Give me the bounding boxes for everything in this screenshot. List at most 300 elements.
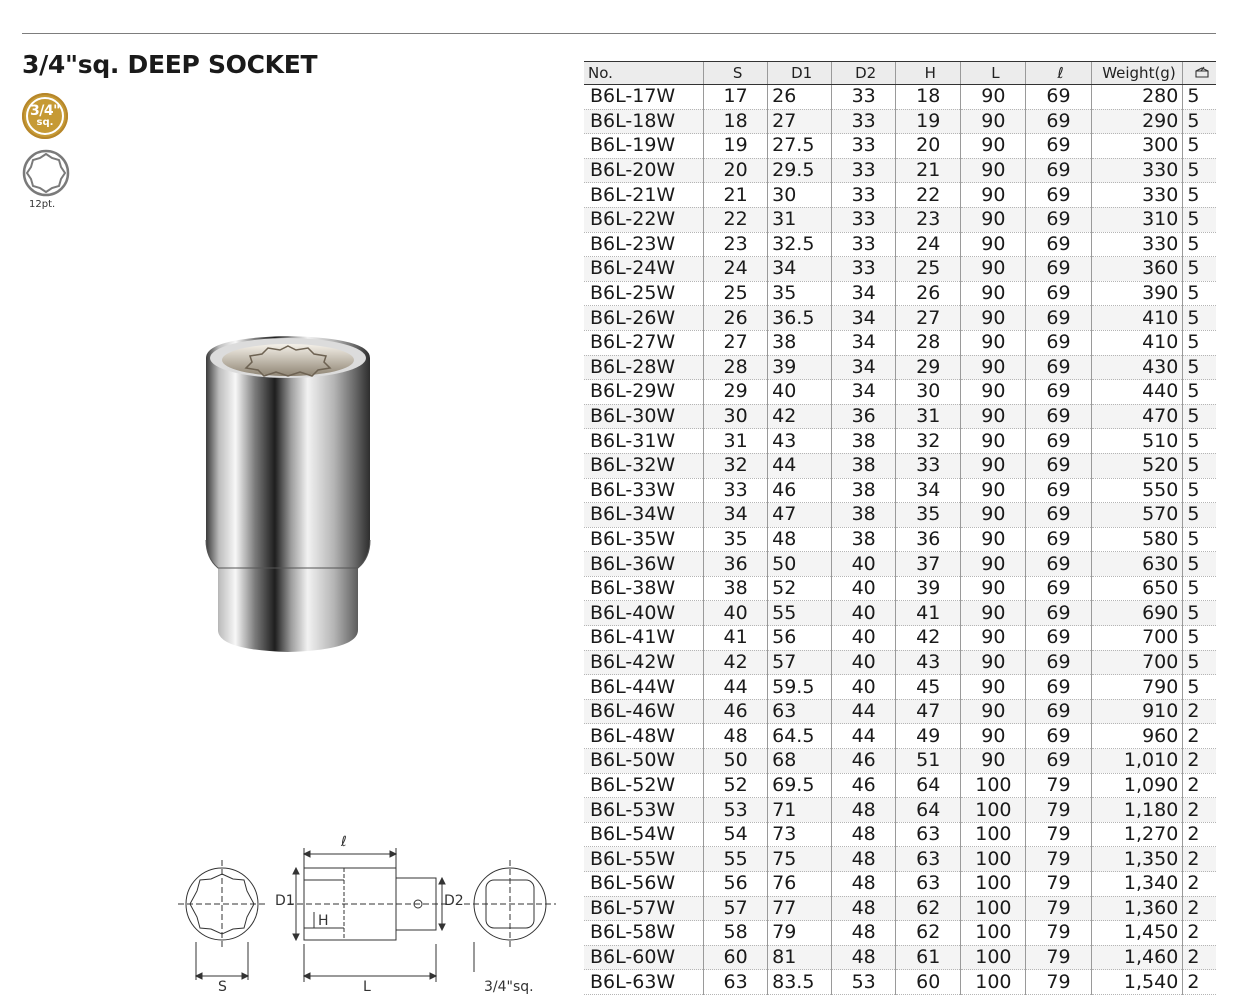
cell-quantity: 5 bbox=[1183, 576, 1216, 601]
table-row bbox=[584, 798, 1216, 823]
cell-weight: 700 bbox=[1091, 650, 1183, 675]
cell-l: 100 bbox=[961, 798, 1026, 823]
cell-ell: 79 bbox=[1026, 773, 1091, 798]
cell-s: 30 bbox=[704, 404, 768, 429]
cell-l: 90 bbox=[961, 626, 1026, 651]
cell-weight: 960 bbox=[1091, 724, 1183, 749]
table-row bbox=[584, 576, 1216, 601]
cell-l: 100 bbox=[961, 921, 1026, 946]
cell-d2: 33 bbox=[832, 183, 896, 208]
cell-quantity: 5 bbox=[1183, 478, 1216, 503]
cell-d2: 40 bbox=[832, 576, 896, 601]
cell-s: 35 bbox=[704, 527, 768, 552]
cell-quantity: 5 bbox=[1183, 650, 1216, 675]
cell-quantity: 5 bbox=[1183, 626, 1216, 651]
cell-d1: 31 bbox=[768, 207, 832, 232]
cell-weight: 310 bbox=[1091, 207, 1183, 232]
cell-quantity: 5 bbox=[1183, 158, 1216, 183]
cell-d1: 73 bbox=[768, 822, 832, 847]
table-row bbox=[584, 650, 1216, 675]
cell-no: B6L-40W bbox=[584, 601, 704, 626]
cell-d1: 76 bbox=[768, 872, 832, 897]
cell-no: B6L-48W bbox=[584, 724, 704, 749]
page-title: 3/4"sq. DEEP SOCKET bbox=[22, 50, 318, 79]
cell-l: 90 bbox=[961, 724, 1026, 749]
cell-no: B6L-20W bbox=[584, 158, 704, 183]
cell-weight: 1,450 bbox=[1091, 921, 1183, 946]
cell-h: 29 bbox=[896, 355, 961, 380]
cell-d2: 38 bbox=[832, 429, 896, 454]
cell-quantity: 5 bbox=[1183, 404, 1216, 429]
table-row bbox=[584, 404, 1216, 429]
cell-s: 28 bbox=[704, 355, 768, 380]
cell-ell: 69 bbox=[1026, 183, 1091, 208]
cell-h: 33 bbox=[896, 453, 961, 478]
cell-h: 37 bbox=[896, 552, 961, 577]
cell-quantity: 5 bbox=[1183, 453, 1216, 478]
table-row bbox=[584, 945, 1216, 970]
cell-weight: 1,270 bbox=[1091, 822, 1183, 847]
cell-weight: 510 bbox=[1091, 429, 1183, 454]
cell-s: 32 bbox=[704, 453, 768, 478]
cell-d1: 47 bbox=[768, 503, 832, 528]
cell-d2: 48 bbox=[832, 847, 896, 872]
cell-ell: 79 bbox=[1026, 945, 1091, 970]
cell-l: 90 bbox=[961, 576, 1026, 601]
cell-no: B6L-29W bbox=[584, 380, 704, 405]
cell-quantity: 5 bbox=[1183, 330, 1216, 355]
cell-l: 90 bbox=[961, 503, 1026, 528]
cell-s: 50 bbox=[704, 749, 768, 774]
cell-no: B6L-57W bbox=[584, 896, 704, 921]
cell-weight: 410 bbox=[1091, 330, 1183, 355]
cell-weight: 470 bbox=[1091, 404, 1183, 429]
cell-s: 42 bbox=[704, 650, 768, 675]
header-d2: D2 bbox=[832, 62, 896, 85]
cell-s: 31 bbox=[704, 429, 768, 454]
table-row bbox=[584, 896, 1216, 921]
cell-l: 100 bbox=[961, 847, 1026, 872]
cell-weight: 410 bbox=[1091, 306, 1183, 331]
cell-s: 56 bbox=[704, 872, 768, 897]
cell-weight: 700 bbox=[1091, 626, 1183, 651]
cell-h: 60 bbox=[896, 970, 961, 995]
table-row bbox=[584, 601, 1216, 626]
table-row bbox=[584, 847, 1216, 872]
cell-d2: 34 bbox=[832, 306, 896, 331]
cell-quantity: 5 bbox=[1183, 429, 1216, 454]
cell-quantity: 2 bbox=[1183, 872, 1216, 897]
cell-ell: 69 bbox=[1026, 699, 1091, 724]
cell-d1: 79 bbox=[768, 921, 832, 946]
cell-ell: 69 bbox=[1026, 306, 1091, 331]
cell-l: 90 bbox=[961, 429, 1026, 454]
cell-ell: 69 bbox=[1026, 429, 1091, 454]
cell-weight: 330 bbox=[1091, 183, 1183, 208]
cell-d1: 34 bbox=[768, 257, 832, 282]
cell-s: 53 bbox=[704, 798, 768, 823]
cell-ell: 69 bbox=[1026, 281, 1091, 306]
cell-quantity: 5 bbox=[1183, 207, 1216, 232]
cell-s: 19 bbox=[704, 134, 768, 159]
cell-s: 41 bbox=[704, 626, 768, 651]
cell-ell: 69 bbox=[1026, 355, 1091, 380]
table-header-row bbox=[584, 62, 1216, 85]
cell-no: B6L-38W bbox=[584, 576, 704, 601]
diagram-label-l: L bbox=[363, 979, 371, 995]
cell-h: 35 bbox=[896, 503, 961, 528]
cell-weight: 330 bbox=[1091, 232, 1183, 257]
cell-d2: 34 bbox=[832, 281, 896, 306]
cell-quantity: 2 bbox=[1183, 773, 1216, 798]
cell-ell: 69 bbox=[1026, 380, 1091, 405]
cell-quantity: 5 bbox=[1183, 257, 1216, 282]
cell-d1: 64.5 bbox=[768, 724, 832, 749]
cell-ell: 79 bbox=[1026, 847, 1091, 872]
cell-no: B6L-33W bbox=[584, 478, 704, 503]
cell-ell: 79 bbox=[1026, 921, 1091, 946]
cell-d2: 33 bbox=[832, 207, 896, 232]
cell-ell: 79 bbox=[1026, 822, 1091, 847]
cell-no: B6L-50W bbox=[584, 749, 704, 774]
cell-no: B6L-23W bbox=[584, 232, 704, 257]
cell-l: 100 bbox=[961, 822, 1026, 847]
cell-ell: 69 bbox=[1026, 724, 1091, 749]
cell-s: 27 bbox=[704, 330, 768, 355]
cell-s: 48 bbox=[704, 724, 768, 749]
cell-l: 90 bbox=[961, 281, 1026, 306]
cell-l: 90 bbox=[961, 109, 1026, 134]
cell-no: B6L-41W bbox=[584, 626, 704, 651]
cell-d2: 33 bbox=[832, 232, 896, 257]
socket-photo bbox=[198, 330, 378, 660]
cell-d2: 38 bbox=[832, 527, 896, 552]
cell-s: 36 bbox=[704, 552, 768, 577]
cell-quantity: 5 bbox=[1183, 552, 1216, 577]
cell-quantity: 5 bbox=[1183, 109, 1216, 134]
cell-l: 100 bbox=[961, 970, 1026, 995]
cell-weight: 520 bbox=[1091, 453, 1183, 478]
cell-d1: 30 bbox=[768, 183, 832, 208]
cell-weight: 390 bbox=[1091, 281, 1183, 306]
cell-l: 90 bbox=[961, 134, 1026, 159]
cell-no: B6L-27W bbox=[584, 330, 704, 355]
cell-l: 90 bbox=[961, 355, 1026, 380]
cell-h: 63 bbox=[896, 822, 961, 847]
cell-weight: 550 bbox=[1091, 478, 1183, 503]
table-row bbox=[584, 453, 1216, 478]
cell-h: 28 bbox=[896, 330, 961, 355]
cell-quantity: 5 bbox=[1183, 306, 1216, 331]
table-row bbox=[584, 527, 1216, 552]
table-row bbox=[584, 306, 1216, 331]
cell-d1: 56 bbox=[768, 626, 832, 651]
cell-d2: 33 bbox=[832, 134, 896, 159]
drive-size-badge bbox=[22, 93, 68, 139]
cell-h: 63 bbox=[896, 872, 961, 897]
cell-s: 46 bbox=[704, 699, 768, 724]
cell-d1: 43 bbox=[768, 429, 832, 454]
cell-weight: 1,340 bbox=[1091, 872, 1183, 897]
cell-no: B6L-24W bbox=[584, 257, 704, 282]
cell-d2: 48 bbox=[832, 921, 896, 946]
cell-l: 90 bbox=[961, 675, 1026, 700]
cell-ell: 69 bbox=[1026, 601, 1091, 626]
spec-table-body bbox=[584, 85, 1216, 995]
cell-d2: 46 bbox=[832, 749, 896, 774]
cell-quantity: 5 bbox=[1183, 232, 1216, 257]
cell-h: 43 bbox=[896, 650, 961, 675]
cell-d1: 77 bbox=[768, 896, 832, 921]
cell-s: 54 bbox=[704, 822, 768, 847]
cell-d1: 52 bbox=[768, 576, 832, 601]
cell-h: 61 bbox=[896, 945, 961, 970]
cell-l: 90 bbox=[961, 601, 1026, 626]
badge-size-text: 3/4" bbox=[30, 103, 60, 119]
cell-h: 21 bbox=[896, 158, 961, 183]
cell-no: B6L-46W bbox=[584, 699, 704, 724]
cell-ell: 79 bbox=[1026, 798, 1091, 823]
table-row bbox=[584, 85, 1216, 110]
dimension-diagram bbox=[178, 832, 558, 997]
table-row bbox=[584, 355, 1216, 380]
cell-s: 17 bbox=[704, 85, 768, 110]
cell-d2: 33 bbox=[832, 85, 896, 110]
cell-ell: 69 bbox=[1026, 626, 1091, 651]
cell-ell: 79 bbox=[1026, 896, 1091, 921]
cell-h: 20 bbox=[896, 134, 961, 159]
cell-weight: 1,360 bbox=[1091, 896, 1183, 921]
cell-s: 18 bbox=[704, 109, 768, 134]
cell-ell: 79 bbox=[1026, 872, 1091, 897]
cell-no: B6L-31W bbox=[584, 429, 704, 454]
cell-quantity: 5 bbox=[1183, 675, 1216, 700]
cell-quantity: 2 bbox=[1183, 699, 1216, 724]
cell-s: 58 bbox=[704, 921, 768, 946]
cell-l: 90 bbox=[961, 330, 1026, 355]
cell-l: 90 bbox=[961, 527, 1026, 552]
header-quantity bbox=[1183, 62, 1216, 85]
cell-d2: 46 bbox=[832, 773, 896, 798]
cell-d1: 59.5 bbox=[768, 675, 832, 700]
cell-d1: 29.5 bbox=[768, 158, 832, 183]
table-row bbox=[584, 478, 1216, 503]
cell-weight: 1,350 bbox=[1091, 847, 1183, 872]
cell-h: 64 bbox=[896, 798, 961, 823]
cell-d1: 75 bbox=[768, 847, 832, 872]
cell-ell: 69 bbox=[1026, 453, 1091, 478]
cell-h: 31 bbox=[896, 404, 961, 429]
cell-d2: 48 bbox=[832, 798, 896, 823]
cell-l: 90 bbox=[961, 306, 1026, 331]
cell-no: B6L-21W bbox=[584, 183, 704, 208]
cell-s: 33 bbox=[704, 478, 768, 503]
cell-ell: 69 bbox=[1026, 675, 1091, 700]
cell-quantity: 2 bbox=[1183, 970, 1216, 995]
cell-d2: 53 bbox=[832, 970, 896, 995]
cell-d2: 44 bbox=[832, 699, 896, 724]
cell-no: B6L-44W bbox=[584, 675, 704, 700]
cell-h: 30 bbox=[896, 380, 961, 405]
diagram-label-d2: D2 bbox=[444, 893, 464, 909]
cell-weight: 280 bbox=[1091, 85, 1183, 110]
cell-l: 90 bbox=[961, 232, 1026, 257]
cell-ell: 69 bbox=[1026, 134, 1091, 159]
cell-no: B6L-60W bbox=[584, 945, 704, 970]
cell-no: B6L-26W bbox=[584, 306, 704, 331]
diagram-label-d1: D1 bbox=[275, 893, 295, 909]
badge-sq-text: sq. bbox=[36, 117, 54, 128]
table-row bbox=[584, 626, 1216, 651]
cell-no: B6L-56W bbox=[584, 872, 704, 897]
cell-d1: 63 bbox=[768, 699, 832, 724]
cell-d2: 38 bbox=[832, 453, 896, 478]
cell-s: 34 bbox=[704, 503, 768, 528]
table-row bbox=[584, 183, 1216, 208]
cell-weight: 690 bbox=[1091, 601, 1183, 626]
cell-s: 23 bbox=[704, 232, 768, 257]
cell-d2: 34 bbox=[832, 355, 896, 380]
cell-d2: 48 bbox=[832, 945, 896, 970]
table-row bbox=[584, 207, 1216, 232]
header-h: H bbox=[896, 62, 961, 85]
cell-no: B6L-25W bbox=[584, 281, 704, 306]
cell-d1: 81 bbox=[768, 945, 832, 970]
cell-h: 26 bbox=[896, 281, 961, 306]
diagram-label-h: H bbox=[318, 913, 329, 929]
cell-no: B6L-53W bbox=[584, 798, 704, 823]
table-row bbox=[584, 699, 1216, 724]
cell-h: 36 bbox=[896, 527, 961, 552]
cell-s: 57 bbox=[704, 896, 768, 921]
diagram-label-drive: 3/4"sq. bbox=[484, 979, 534, 995]
cell-l: 90 bbox=[961, 650, 1026, 675]
cell-h: 62 bbox=[896, 896, 961, 921]
cell-s: 21 bbox=[704, 183, 768, 208]
cell-ell: 69 bbox=[1026, 207, 1091, 232]
cell-d1: 46 bbox=[768, 478, 832, 503]
spec-table bbox=[584, 61, 1216, 995]
cell-no: B6L-28W bbox=[584, 355, 704, 380]
cell-l: 90 bbox=[961, 552, 1026, 577]
header-d1: D1 bbox=[768, 62, 832, 85]
cell-h: 23 bbox=[896, 207, 961, 232]
table-row bbox=[584, 429, 1216, 454]
package-icon bbox=[1195, 66, 1209, 78]
cell-d1: 50 bbox=[768, 552, 832, 577]
point-label: 12pt. bbox=[29, 199, 56, 210]
cell-l: 90 bbox=[961, 478, 1026, 503]
cell-ell: 79 bbox=[1026, 970, 1091, 995]
cell-h: 18 bbox=[896, 85, 961, 110]
cell-d1: 44 bbox=[768, 453, 832, 478]
cell-quantity: 5 bbox=[1183, 601, 1216, 626]
cell-quantity: 2 bbox=[1183, 921, 1216, 946]
cell-no: B6L-19W bbox=[584, 134, 704, 159]
cell-d2: 40 bbox=[832, 650, 896, 675]
table-row bbox=[584, 503, 1216, 528]
cell-l: 100 bbox=[961, 896, 1026, 921]
cell-l: 90 bbox=[961, 207, 1026, 232]
cell-weight: 300 bbox=[1091, 134, 1183, 159]
cell-s: 29 bbox=[704, 380, 768, 405]
cell-h: 64 bbox=[896, 773, 961, 798]
cell-d2: 34 bbox=[832, 380, 896, 405]
header-ell: ℓ bbox=[1026, 62, 1091, 85]
cell-quantity: 5 bbox=[1183, 380, 1216, 405]
cell-quantity: 5 bbox=[1183, 85, 1216, 110]
table-row bbox=[584, 822, 1216, 847]
cell-no: B6L-52W bbox=[584, 773, 704, 798]
table-row bbox=[584, 552, 1216, 577]
cell-d2: 38 bbox=[832, 503, 896, 528]
cell-s: 38 bbox=[704, 576, 768, 601]
cell-d1: 69.5 bbox=[768, 773, 832, 798]
cell-ell: 69 bbox=[1026, 85, 1091, 110]
cell-d2: 36 bbox=[832, 404, 896, 429]
cell-no: B6L-54W bbox=[584, 822, 704, 847]
cell-d1: 27.5 bbox=[768, 134, 832, 159]
top-rule bbox=[22, 33, 1216, 34]
cell-s: 24 bbox=[704, 257, 768, 282]
cell-h: 41 bbox=[896, 601, 961, 626]
cell-no: B6L-42W bbox=[584, 650, 704, 675]
cell-quantity: 2 bbox=[1183, 896, 1216, 921]
cell-h: 45 bbox=[896, 675, 961, 700]
cell-h: 27 bbox=[896, 306, 961, 331]
table-row bbox=[584, 675, 1216, 700]
cell-d2: 38 bbox=[832, 478, 896, 503]
cell-no: B6L-22W bbox=[584, 207, 704, 232]
cell-d2: 48 bbox=[832, 872, 896, 897]
cell-l: 90 bbox=[961, 453, 1026, 478]
twelve-point-icon bbox=[22, 149, 70, 197]
cell-no: B6L-36W bbox=[584, 552, 704, 577]
table-row bbox=[584, 773, 1216, 798]
cell-l: 90 bbox=[961, 183, 1026, 208]
cell-d1: 27 bbox=[768, 109, 832, 134]
cell-ell: 69 bbox=[1026, 503, 1091, 528]
cell-h: 22 bbox=[896, 183, 961, 208]
cell-quantity: 2 bbox=[1183, 945, 1216, 970]
cell-h: 63 bbox=[896, 847, 961, 872]
cell-h: 24 bbox=[896, 232, 961, 257]
cell-ell: 69 bbox=[1026, 478, 1091, 503]
cell-no: B6L-63W bbox=[584, 970, 704, 995]
cell-l: 100 bbox=[961, 872, 1026, 897]
cell-quantity: 5 bbox=[1183, 503, 1216, 528]
cell-no: B6L-17W bbox=[584, 85, 704, 110]
cell-quantity: 5 bbox=[1183, 134, 1216, 159]
cell-quantity: 5 bbox=[1183, 183, 1216, 208]
diagram-label-ell: ℓ bbox=[341, 834, 347, 850]
cell-weight: 290 bbox=[1091, 109, 1183, 134]
cell-ell: 69 bbox=[1026, 552, 1091, 577]
cell-d1: 38 bbox=[768, 330, 832, 355]
cell-ell: 69 bbox=[1026, 749, 1091, 774]
cell-h: 34 bbox=[896, 478, 961, 503]
cell-h: 51 bbox=[896, 749, 961, 774]
cell-h: 32 bbox=[896, 429, 961, 454]
cell-s: 52 bbox=[704, 773, 768, 798]
cell-weight: 440 bbox=[1091, 380, 1183, 405]
drive-size-badge-inner bbox=[26, 97, 64, 135]
cell-d1: 35 bbox=[768, 281, 832, 306]
cell-h: 49 bbox=[896, 724, 961, 749]
cell-d1: 42 bbox=[768, 404, 832, 429]
cell-quantity: 5 bbox=[1183, 527, 1216, 552]
cell-l: 90 bbox=[961, 257, 1026, 282]
